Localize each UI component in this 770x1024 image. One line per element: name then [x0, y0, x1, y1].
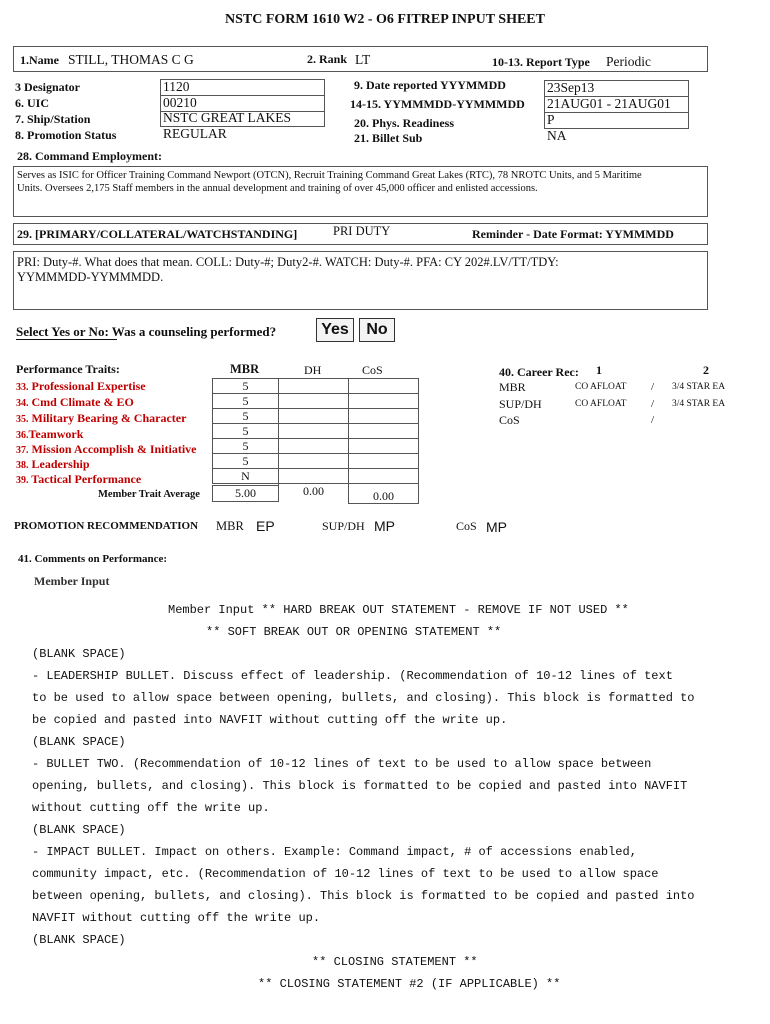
report-type-label: 10-13. Report Type [492, 55, 590, 69]
comment-line: opening, bullets, and closing). This block is formatted to be copied and pasted into NAVFIT [32, 779, 688, 793]
trait-number: 35. [16, 414, 29, 425]
name-field[interactable]: STILL, THOMAS C G [68, 52, 194, 67]
trait-mbr-cell[interactable]: N [212, 468, 279, 484]
period-value: 21AUG01 - 21AUG01 [547, 96, 671, 111]
trait-dh-average: 0.00 [278, 483, 349, 498]
trait-cos-cell[interactable] [348, 423, 419, 439]
rank-field[interactable]: LT [355, 52, 371, 67]
trait-name: Leadership [31, 457, 90, 471]
trait-mbr-cell[interactable]: 5 [212, 393, 279, 409]
career-rec-2-select[interactable]: 3/4 STAR EA [672, 382, 726, 392]
trait-name: Military Bearing & Character [31, 411, 187, 425]
trait-number: 33. [16, 382, 29, 393]
trait-number: 38. [16, 460, 29, 471]
trait-mbr-average: 5.00 [212, 485, 279, 502]
trait-label [16, 427, 83, 442]
phys-readiness-field[interactable] [544, 112, 689, 129]
billet-sub-label: 21. Billet Sub [354, 131, 423, 145]
promotion-recommendation-label: PROMOTION RECOMMENDATION [14, 520, 199, 532]
date-format-reminder: Reminder - Date Format: YYMMMDD [472, 227, 674, 241]
duties-line1: PRI: Duty-#. What does that mean. COLL: Duty-#; Duty2-#. WATCH: Duty-#. PFA: CY 202#.LV/TT/TDY: [17, 255, 559, 269]
trait-name: Professional Expertise [31, 379, 146, 393]
date-reported-label: 9. Date reported YYYMMDD [354, 78, 506, 92]
no-button[interactable]: No [359, 318, 395, 342]
career-rec-role: SUP/DH [499, 397, 542, 411]
form-title: NSTC FORM 1610 W2 - O6 FITREP INPUT SHEET [225, 12, 545, 27]
phys-readiness-value: P [547, 112, 555, 127]
comment-line: ** CLOSING STATEMENT ** [312, 955, 478, 969]
yes-button[interactable]: Yes [316, 318, 354, 342]
comment-line: to be used to allow space between opening, bullets, and closing). This block is formatted to [32, 691, 695, 705]
duties-label: 29. [PRIMARY/COLLATERAL/WATCHSTANDING] [17, 227, 298, 241]
comments-label: 41. Comments on Performance: [18, 553, 168, 565]
trait-label [16, 395, 134, 410]
trait-cos-cell[interactable] [348, 468, 419, 484]
trait-cos-cell[interactable] [348, 438, 419, 454]
trait-mbr-cell[interactable]: 5 [212, 423, 279, 439]
career-rec-separator: / [651, 381, 655, 393]
trait-number: 37. [16, 445, 29, 456]
career-rec-role: MBR [499, 380, 526, 394]
ship-station-value: NSTC GREAT LAKES [163, 110, 292, 125]
counseling-prompt: Select Yes or No: Was a counseling performed? [16, 324, 277, 339]
trait-number: 34. [16, 398, 29, 409]
promotion-cos-select[interactable]: MP [486, 519, 507, 535]
name-label: 1.Name [20, 53, 59, 67]
phys-readiness-label: 20. Phys. Readiness [354, 116, 455, 130]
trait-cos-cell[interactable] [348, 378, 419, 394]
trait-name: Cmd Climate & EO [31, 395, 134, 409]
comment-line: (BLANK SPACE) [32, 823, 126, 837]
trait-dh-cell[interactable] [278, 453, 349, 469]
trait-dh-cell[interactable] [278, 393, 349, 409]
trait-dh-cell[interactable] [278, 408, 349, 424]
promotion-mbr-select[interactable]: EP [256, 518, 275, 534]
comment-line: ** CLOSING STATEMENT #2 (IF APPLICABLE) ** [258, 977, 561, 991]
performance-traits-label: Performance Traits: [16, 362, 120, 376]
career-rec-role: CoS [499, 413, 520, 427]
trait-name-column [16, 379, 212, 487]
trait-label [16, 472, 141, 487]
comment-line: (BLANK SPACE) [32, 933, 126, 947]
career-rec-separator: / [651, 398, 655, 410]
comment-line: (BLANK SPACE) [32, 735, 126, 749]
career-rec-separator: / [651, 414, 655, 426]
comment-line: between opening, bullets, and closing). This block is formatted to be copied and pasted into [32, 889, 695, 903]
trait-cos-cell[interactable] [348, 453, 419, 469]
period-label: 14-15. YYMMMDD-YYMMMDD [350, 97, 525, 111]
comment-line: (BLANK SPACE) [32, 647, 126, 661]
trait-cos-cell[interactable] [348, 408, 419, 424]
trait-number: 36. [16, 430, 29, 441]
promotion-status-value[interactable]: REGULAR [163, 126, 227, 141]
trait-mbr-cell[interactable]: 5 [212, 453, 279, 469]
trait-mbr-cell[interactable]: 5 [212, 408, 279, 424]
command-employment-line2: Units. Oversees 2,175 Staff members in the annual development and training of over 45,000 officer and enlisted accessions. [17, 183, 538, 194]
comment-line: Member Input ** HARD BREAK OUT STATEMENT - REMOVE IF NOT USED ** [168, 603, 629, 617]
trait-mbr-cell[interactable]: 5 [212, 438, 279, 454]
career-rec-col1: 1 [596, 363, 602, 377]
trait-cos-average: 0.00 [348, 483, 419, 504]
uic-label: 6. UIC [15, 96, 50, 110]
counseling-underline [16, 339, 117, 340]
designator-label: 3 Designator [15, 80, 80, 94]
comment-line: - BULLET TWO. (Recommendation of 10-12 lines of text to be used to allow space between [32, 757, 652, 771]
trait-dh-cell[interactable] [278, 378, 349, 394]
comment-line: - LEADERSHIP BULLET. Discuss effect of leadership. (Recommendation of 10-12 lines of text [32, 669, 673, 683]
career-rec-col2: 2 [703, 363, 709, 377]
trait-label [16, 411, 186, 426]
career-rec-2-select[interactable]: 3/4 STAR EA [672, 399, 726, 409]
trait-number: 39. [16, 475, 29, 486]
trait-name: Tactical Performance [31, 472, 142, 486]
trait-dh-cell[interactable] [278, 423, 349, 439]
career-rec-1-select[interactable]: CO AFLOAT [575, 382, 627, 392]
comment-line: without cutting off the write up. [32, 801, 270, 815]
promotion-status-label: 8. Promotion Status [15, 128, 117, 142]
comment-line: NAVFIT without cutting off the write up. [32, 911, 321, 925]
trait-grid [212, 378, 418, 503]
comment-line: ** SOFT BREAK OUT OR OPENING STATEMENT ** [206, 625, 502, 639]
member-trait-average-label: Member Trait Average [98, 489, 200, 500]
trait-dh-cell[interactable] [278, 438, 349, 454]
trait-label [16, 442, 197, 457]
duty-type-select[interactable]: PRI DUTY [333, 224, 391, 238]
trait-mbr-cell[interactable]: 5 [212, 378, 279, 394]
designator-value: 1120 [163, 79, 190, 94]
member-input-label: Member Input [34, 574, 110, 588]
promotion-mbr-label: MBR [216, 519, 244, 533]
promotion-sup-label: SUP/DH [322, 519, 365, 533]
comments-textarea[interactable] [0, 600, 770, 1000]
career-rec-label: 40. Career Rec: [499, 365, 579, 379]
trait-name: Mission Accomplish & Initiative [31, 442, 197, 456]
comment-line: community impact, etc. (Recommendation of 10-12 lines of text to be used to allow space [32, 867, 659, 881]
duties-line2: YYMMMDD-YYMMMDD. [17, 270, 164, 284]
mbr-column-header: MBR [230, 362, 260, 376]
command-employment-label: 28. Command Employment: [17, 149, 163, 163]
command-employment-line1: Serves as ISIC for Officer Training Command Newport (OTCN), Recruit Training Command Great Lakes (RTC), 78 NROTC Units, and 5 Maritime [17, 170, 642, 181]
dh-column-header: DH [304, 363, 322, 377]
report-type-field[interactable]: Periodic [606, 54, 651, 69]
trait-label [16, 457, 90, 472]
comment-line: be copied and pasted into NAVFIT without cutting off the write up. [32, 713, 508, 727]
date-reported-value: 23Sep13 [547, 80, 595, 95]
ship-station-label: 7. Ship/Station [15, 112, 91, 126]
uic-value: 00210 [163, 95, 197, 110]
comment-line: - IMPACT BULLET. Impact on others. Example: Command impact, # of accessions enabled, [32, 845, 637, 859]
cos-column-header: CoS [362, 363, 383, 377]
billet-sub-value[interactable]: NA [547, 128, 567, 143]
rank-label: 2. Rank [307, 52, 348, 66]
trait-name: Teamwork [28, 427, 84, 441]
trait-dh-cell[interactable] [278, 468, 349, 484]
career-rec-1-select[interactable]: CO AFLOAT [575, 399, 627, 409]
trait-label [16, 379, 146, 394]
promotion-sup-select[interactable]: MP [374, 518, 395, 534]
promotion-cos-label: CoS [456, 519, 477, 533]
trait-cos-cell[interactable] [348, 393, 419, 409]
